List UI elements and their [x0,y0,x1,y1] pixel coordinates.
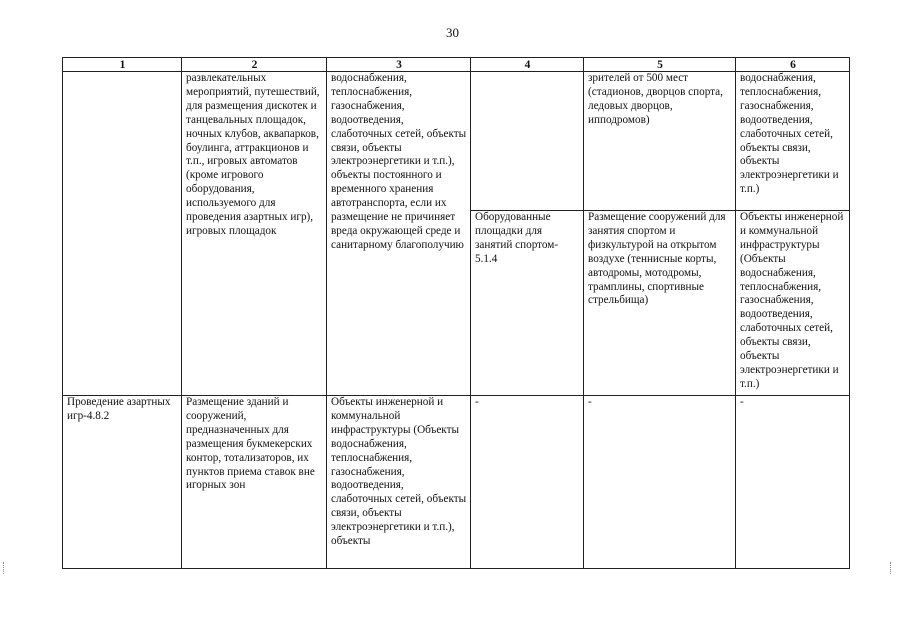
cell-conditional-objects: - [736,396,850,569]
cell-use-name: Проведение азартных игр-4.8.2 [63,396,182,569]
cell-conditional-use: - [471,396,584,569]
cell-conditional-description: - [584,396,736,569]
cell-conditional-objects: Объекты инженерной и коммунальной инфраструктуры (Объекты водоснабжения, теплоснабжения, газоснабжения, водоотведения, слаботочных сетей, объекты связи, объекты электроэнергетики и т.п.) [736,211,850,396]
column-header-5: 5 [584,58,736,72]
land-use-table [62,57,850,569]
cell-conditional-objects: водоснабжения, теплоснабжения, газоснабжения, водоотведения, слаботочных сетей, объекты связи, объекты электроэнергетики и т.п.) [736,72,850,211]
column-header-4: 4 [471,58,584,72]
scan-edge-mark [3,562,7,574]
scan-edge-mark [890,562,894,574]
cell-use-description: развлекательных мероприятий, путешествий, для размещения дискотек и танцевальных площадок, ночных клубов, аквапарков, боулинга, аттракционов и т.п., игровых автоматов (кроме игрового оборудования, используемого для проведения азартных игр), игровых площадок [182,72,327,396]
column-header-2: 2 [182,58,327,72]
cell-conditional-description: Размещение сооружений для занятия спортом и физкультурой на открытом воздухе (теннисные корты, автодромы, мотодромы, трамплины, спортивные стрельбища) [584,211,736,396]
cell-use-name [63,72,182,396]
column-header-1: 1 [63,58,182,72]
column-header-6: 6 [736,58,850,72]
table-header-row [63,58,850,72]
cell-use-description: Размещение зданий и сооружений, предназначенных для размещения букмекерских контор, тотализаторов, их пунктов приема ставок вне игорных зон [182,396,327,569]
table-row [63,396,850,569]
cell-permitted-objects: Объекты инженерной и коммунальной инфраструктуры (Объекты водоснабжения, теплоснабжения, газоснабжения, водоотведения, слаботочных сетей, объекты связи, объекты электроэнергетики и т.п.), объекты [327,396,471,569]
table-row [63,72,850,211]
column-header-3: 3 [327,58,471,72]
cell-permitted-objects: водоснабжения, теплоснабжения, газоснабжения, водоотведения, слаботочных сетей, объекты связи, объекты электроэнергетики и т.п.), объекты постоянного и временного хранения автотранспорта, если их размещение не причиняет вреда окружающей среде и санитарному благополучию [327,72,471,396]
cell-conditional-use [471,72,584,211]
cell-conditional-description: зрителей от 500 мест (стадионов, дворцов спорта, ледовых дворцов, ипподромов) [584,72,736,211]
cell-conditional-use: Оборудованные площадки для занятий спортом- 5.1.4 [471,211,584,396]
page-number: 30 [446,25,459,40]
